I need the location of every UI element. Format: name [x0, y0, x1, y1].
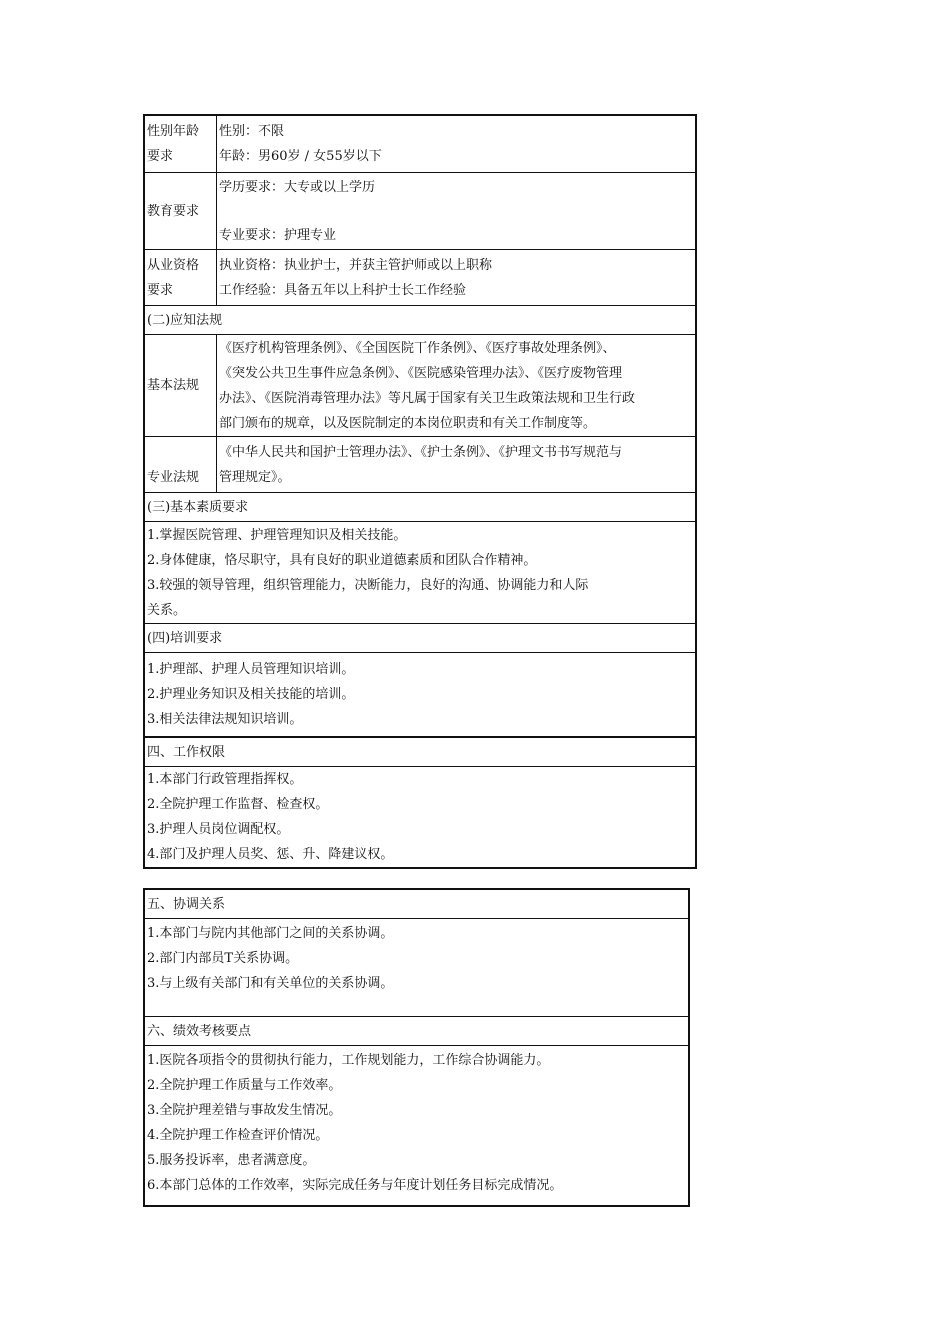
list-item: 3.全院护理差错与事故发生情况。	[147, 1103, 342, 1118]
value-qualification	[217, 250, 695, 305]
list-item: 4.全院护理工作检查评价情况。	[147, 1128, 329, 1143]
label-pro-law	[145, 437, 217, 492]
list-item: 1.本部门行政管理指挥权。	[147, 772, 303, 787]
list-item: 1.护理部、护理人员管理知识培训。	[147, 662, 355, 677]
row-section-training	[145, 623, 695, 652]
age-text: 年龄：男60岁 / 女55岁以下	[219, 149, 382, 164]
label-line: 要求	[147, 282, 174, 298]
section-heading	[145, 1017, 688, 1045]
law-line: 《突发公共卫生事件应急条例》、《医院感染管理办法》、《医疗废物管理	[219, 365, 623, 381]
license-text: 执业资格：执业护士，并获主管护师或以上职称	[219, 257, 493, 273]
row-training-items	[145, 652, 695, 736]
list-item: 1.医院各项指令的贯彻执行能力，工作规划能力，工作综合协调能力。	[147, 1053, 550, 1068]
value-pro-law	[217, 437, 695, 492]
row-education	[145, 172, 695, 249]
label-line: 专业法规	[147, 470, 200, 485]
row-section-quality	[145, 492, 695, 521]
law-line: 办法》、《医院消毒管理办法》等凡属于国家有关卫生政策法规和卫生行政	[219, 390, 636, 406]
section-heading	[145, 738, 695, 766]
list-item: 5.服务投诉率，患者满意度。	[147, 1153, 316, 1168]
section-heading	[145, 890, 688, 918]
gender-text: 性别：不限	[219, 124, 285, 139]
list-item: 3.与上级有关部门和有关单位的关系协调。	[147, 976, 394, 991]
degree-text: 学历要求：大专或以上学历	[219, 180, 376, 195]
value-gender-age	[217, 116, 695, 172]
major-text: 专业要求：护理专业	[219, 228, 337, 243]
row-coord-items	[145, 918, 688, 1016]
value-education	[217, 173, 695, 249]
quality-list	[145, 522, 695, 623]
coordination-performance-table	[143, 888, 690, 1207]
list-item: 2.全院护理工作监督、检查权。	[147, 797, 329, 812]
training-list	[145, 653, 695, 736]
list-item: 1.本部门与院内其他部门之间的关系协调。	[147, 926, 394, 941]
label-basic-law	[145, 335, 217, 436]
list-item: 2.护理业务知识及相关技能的培训。	[147, 687, 355, 702]
row-section-laws	[145, 305, 695, 334]
list-item: 6.本部门总体的工作效率，实际完成任务与年度计划任务目标完成情况。	[147, 1178, 563, 1193]
section-title: (四)培训要求	[147, 630, 223, 646]
law-line: 《中华人民共和国护士管理办法》、《护士条例》、《护理文书书写规范与	[219, 444, 623, 460]
list-item: 4.部门及护理人员奖、惩、升、降建议权。	[147, 847, 394, 862]
row-authority-items	[145, 766, 695, 867]
section-heading	[145, 306, 695, 334]
job-requirements-table	[143, 114, 697, 869]
section-title: 五、协调关系	[147, 896, 226, 912]
row-perf-items	[145, 1045, 688, 1205]
label-line: 从业资格	[147, 257, 200, 273]
list-item: 3.相关法律法规知识培训。	[147, 712, 303, 727]
label-line: 要求	[147, 149, 174, 164]
authority-list	[145, 767, 695, 867]
section-title: (二)应知法规	[147, 312, 223, 328]
value-basic-law	[217, 335, 695, 436]
row-section-perf	[145, 1016, 688, 1045]
experience-text: 工作经验：具备五年以上科护士长工作经验	[219, 282, 467, 298]
label-qualification	[145, 250, 217, 305]
list-item: 关系。	[147, 602, 187, 618]
label-line: 教育要求	[147, 203, 200, 219]
row-gender-age	[145, 116, 695, 172]
row-qualification	[145, 249, 695, 305]
list-item: 3.较强的领导管理，组织管理能力，决断能力，良好的沟通、协调能力和人际	[147, 577, 589, 593]
section-heading	[145, 493, 695, 521]
law-line: 管理规定》。	[219, 469, 291, 485]
perf-list	[145, 1046, 688, 1205]
label-line: 性别年龄	[147, 124, 200, 139]
coord-list	[145, 919, 688, 1016]
list-item: 3.护理人员岗位调配权。	[147, 822, 290, 837]
list-item: 2.部门内部员T关系协调。	[147, 951, 299, 966]
row-section-authority	[145, 736, 695, 766]
section-title: (三)基本素质要求	[147, 499, 249, 515]
section-heading	[145, 624, 695, 652]
label-education	[145, 173, 217, 249]
row-basic-law	[145, 334, 695, 436]
section-title: 四、工作权限	[147, 744, 226, 760]
row-section-coord	[145, 890, 688, 918]
law-line: 部门颁布的规章，以及医院制定的本岗位职责和有关工作制度等。	[219, 415, 597, 431]
list-item: 2.身体健康，恪尽职守，具有良好的职业道德素质和团队合作精神。	[147, 552, 537, 568]
list-item: 1.掌握医院管理、护理管理知识及相关技能。	[147, 527, 407, 543]
label-line: 基本法规	[147, 378, 200, 393]
label-gender-age	[145, 116, 217, 172]
row-quality-items	[145, 521, 695, 623]
list-item: 2.全院护理工作质量与工作效率。	[147, 1078, 342, 1093]
law-line: 《医疗机构管理条例》、《全国医院丅作条例》、《医疗事故处理条例》、	[219, 340, 616, 356]
section-title: 六、绩效考核要点	[147, 1023, 252, 1039]
row-pro-law	[145, 436, 695, 492]
